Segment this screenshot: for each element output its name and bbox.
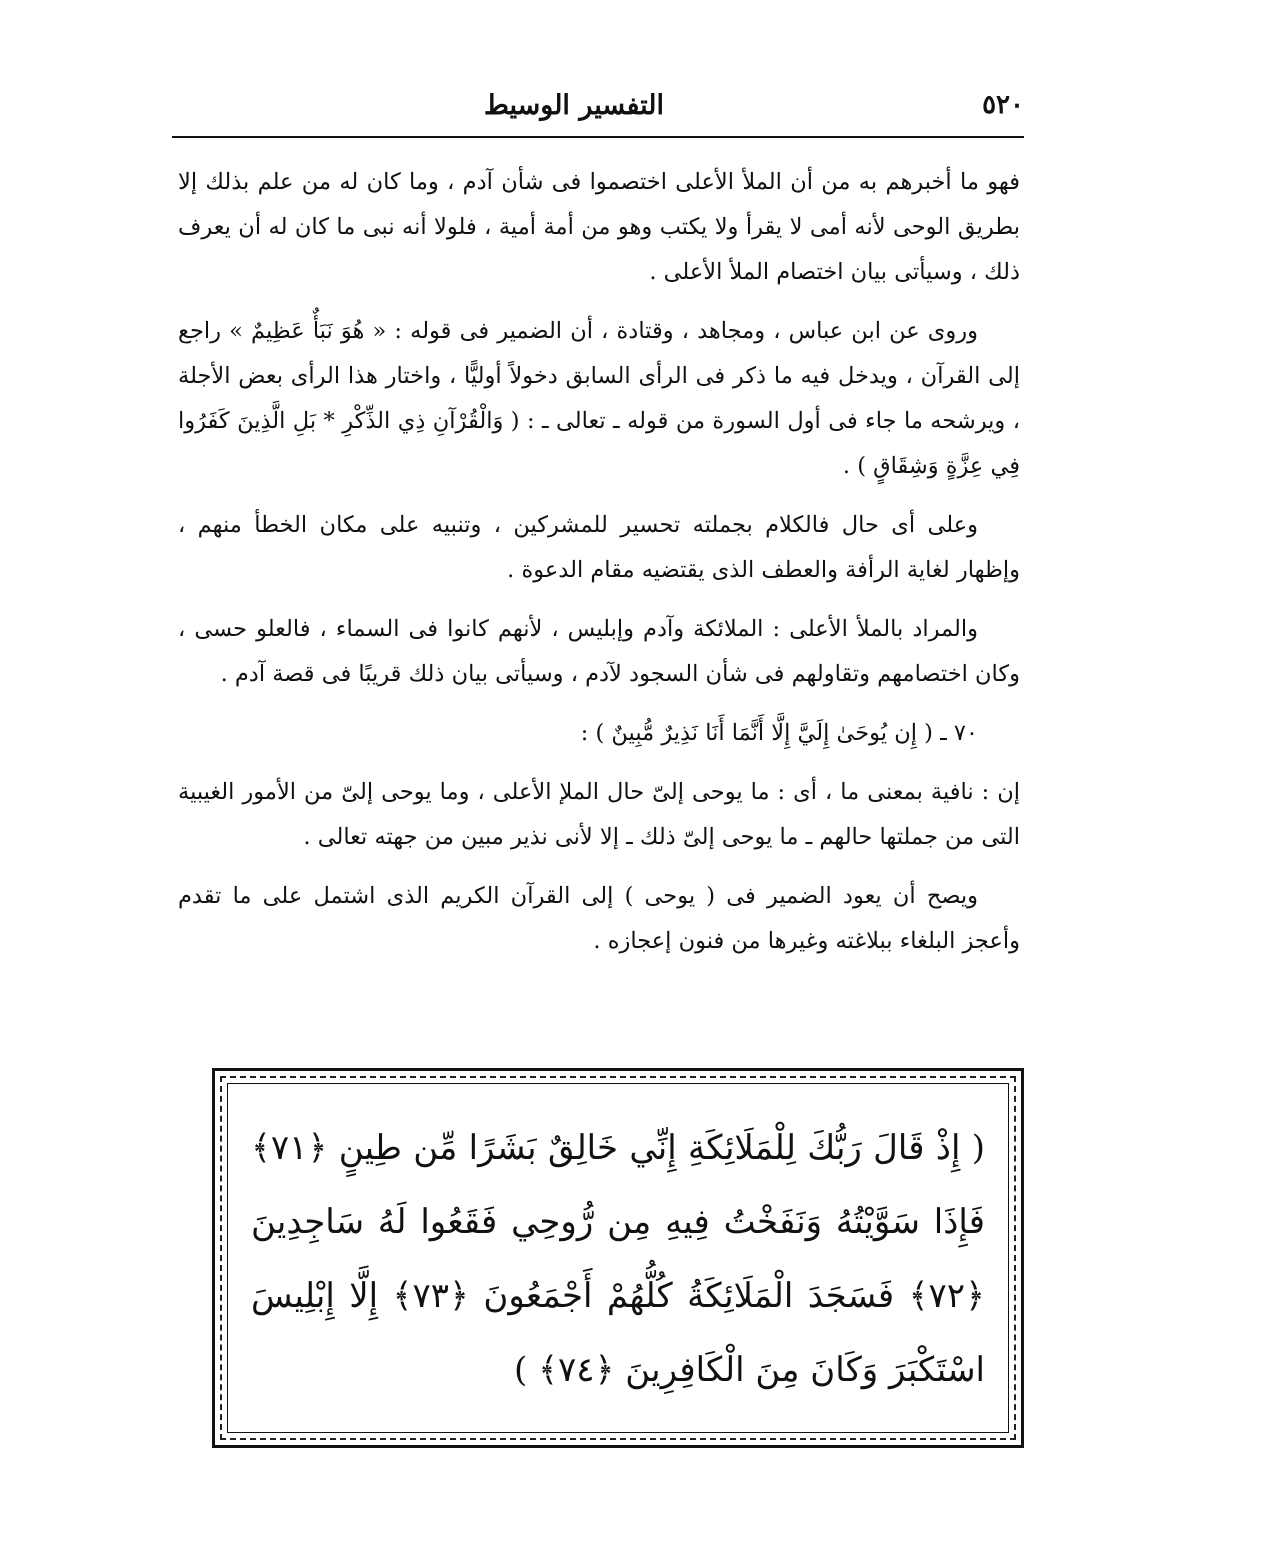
verse-heading: ٧٠ ـ ( إِن يُوحَىٰ إِلَيَّ إِلَّا أَنَّمَا أَنَا نَذِيرٌ مُّبِينٌ ) : bbox=[580, 720, 978, 746]
paragraph: وروى عن ابن عباس ، ومجاهد ، وقتادة ، أن الضمير فى قوله : « هُوَ نَبَأٌ عَظِيمٌ » راجع إلى القرآن ، ويدخل فيه ما ذكر فى الرأى السابق دخولاً أوليًّا ، واختار هذا الرأى بعض الأجلة ، ويرشحه ما جاء فى أول السورة من قوله ـ تعالى ـ : ( وَالْقُرْآنِ ذِي الذِّكْرِ * بَلِ الَّذِينَ كَفَرُوا فِي عِزَّةٍ وَشِقَاقٍ ) . bbox=[178, 318, 1020, 479]
paragraph: والمراد بالملأ الأعلى : الملائكة وآدم وإبليس ، لأنهم كانوا فى السماء ، فالعلو حسى ، وكان اختصامهم وتقاولهم فى شأن السجود لآدم ، وسيأتى بيان ذلك قريبًا فى قصة آدم . bbox=[178, 616, 1020, 687]
paragraph: ويصح أن يعود الضمير فى ( يوحى ) إلى القرآن الكريم الذى اشتمل على ما تقدم وأعجز البلغاء ببلاغته وغيرها من فنون إعجازه . bbox=[178, 883, 1020, 954]
paragraph: فهو ما أخبرهم به من أن الملأ الأعلى اختصموا فى شأن آدم ، وما كان له من علم بذلك إلا بطريق الوحى لأنه أمى لا يقرأ ولا يكتب وهو من أمة أمية ، فلولا أنه نبى ما كان له أن يعرف ذلك ، وسيأتى بيان اختصام الملأ الأعلى . bbox=[178, 169, 1020, 285]
running-title: التفسير الوسيط bbox=[483, 90, 664, 121]
quran-verse-frame bbox=[212, 1068, 1024, 1448]
paragraph: إن : نافية بمعنى ما ، أى : ما يوحى إلىّ حال الملإ الأعلى ، وما يوحى إلىّ من الأمور الغيبية التى من جملتها حالهم ـ ما يوحى إلىّ ذلك ـ إلا لأنى نذير مبين من جهته تعالى . bbox=[178, 779, 1020, 850]
quran-verses: ( إِذْ قَالَ رَبُّكَ لِلْمَلَائِكَةِ إِنِّي خَالِقٌ بَشَرًا مِّن طِينٍ ﴿٧١﴾ فَإِذَا سَوَّيْتُهُ وَنَفَخْتُ فِيهِ مِن رُّوحِي فَقَعُوا لَهُ سَاجِدِينَ ﴿٧٢﴾ فَسَجَدَ الْمَلَائِكَةُ كُلُّهُمْ أَجْمَعُونَ ﴿٧٣﴾ إِلَّا إِبْلِيسَ اسْتَكْبَرَ وَكَانَ مِنَ الْكَافِرِينَ ﴿٧٤﴾ ) bbox=[251, 1128, 985, 1390]
header-rule bbox=[172, 136, 1024, 138]
paragraph: وعلى أى حال فالكلام بجملته تحسير للمشركين ، وتنبيه على مكان الخطأ منهم ، وإظهار لغاية الرأفة والعطف الذى يقتضيه مقام الدعوة . bbox=[178, 512, 1020, 583]
commentary-body bbox=[178, 160, 1020, 978]
page-header bbox=[172, 80, 1024, 136]
page-number: ٥٢٠ bbox=[982, 90, 1024, 120]
